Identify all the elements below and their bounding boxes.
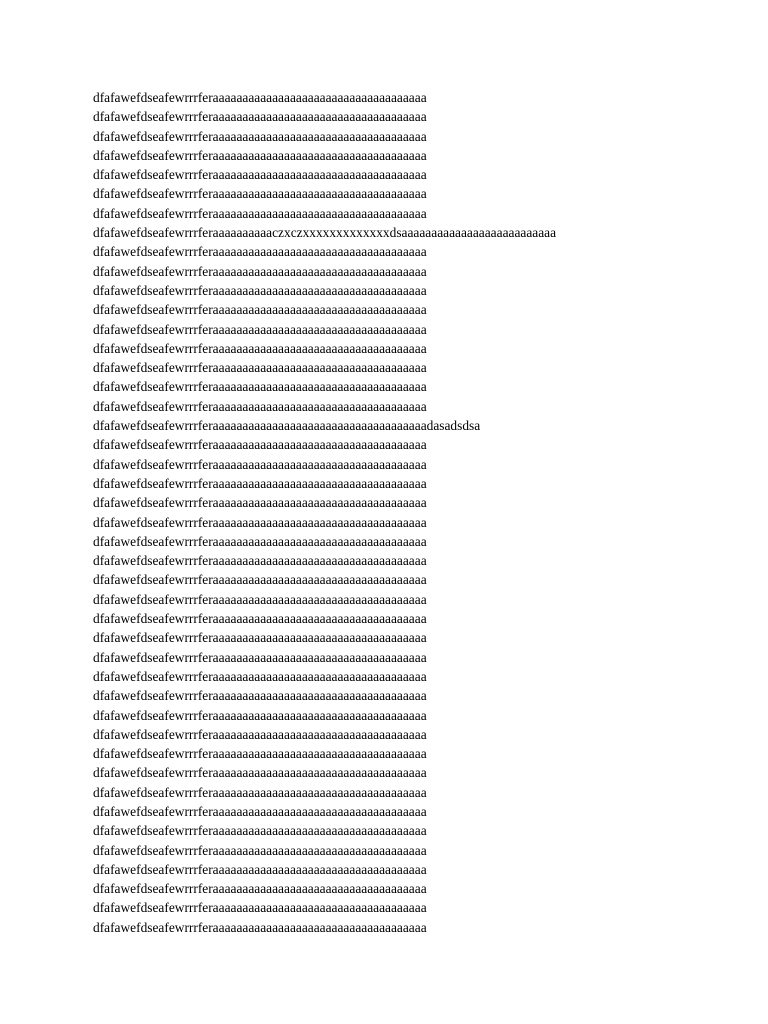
text-line: dfafawefdseafewrrrferaaaaaaaaaaaaaaaaaaaaaaaaaaaaaaaaaaaa [93,572,427,588]
text-line: dfafawefdseafewrrrferaaaaaaaaaaaaaaaaaaaaaaaaaaaaaaaaaaaa [93,630,427,646]
text-line: dfafawefdseafewrrrferaaaaaaaaaaaaaaaaaaaaaaaaaaaaaaaaaaaa [93,649,427,665]
text-line: dfafawefdseafewrrrferaaaaaaaaaaaaaaaaaaaaaaaaaaaaaaaaaaaadasadsdsa [93,418,481,434]
text-line: dfafawefdseafewrrrferaaaaaaaaaaaaaaaaaaaaaaaaaaaaaaaaaaaa [93,456,427,472]
text-line: dfafawefdseafewrrrferaaaaaaaaaaaaaaaaaaaaaaaaaaaaaaaaaaaa [93,302,427,318]
text-line: dfafawefdseafewrrrferaaaaaaaaaaaaaaaaaaaaaaaaaaaaaaaaaaaa [93,282,427,298]
text-line: dfafawefdseafewrrrferaaaaaaaaaaaaaaaaaaaaaaaaaaaaaaaaaaaa [93,205,427,221]
text-line: dfafawefdseafewrrrferaaaaaaaaaaaaaaaaaaaaaaaaaaaaaaaaaaaa [93,379,427,395]
text-line: dfafawefdseafewrrrferaaaaaaaaaaaaaaaaaaaaaaaaaaaaaaaaaaaa [93,514,427,530]
text-line: dfafawefdseafewrrrferaaaaaaaaaaaaaaaaaaaaaaaaaaaaaaaaaaaa [93,707,427,723]
text-line: dfafawefdseafewrrrferaaaaaaaaaaaaaaaaaaaaaaaaaaaaaaaaaaaa [93,881,427,897]
text-line: dfafawefdseafewrrrferaaaaaaaaaaaaaaaaaaaaaaaaaaaaaaaaaaaa [93,186,427,202]
text-line: dfafawefdseafewrrrferaaaaaaaaaaaaaaaaaaaaaaaaaaaaaaaaaaaa [93,109,427,125]
text-line: dfafawefdseafewrrrferaaaaaaaaaaaaaaaaaaaaaaaaaaaaaaaaaaaa [93,726,427,742]
text-line: dfafawefdseafewrrrferaaaaaaaaaaaaaaaaaaaaaaaaaaaaaaaaaaaa [93,803,427,819]
text-line: dfafawefdseafewrrrferaaaaaaaaaaaaaaaaaaaaaaaaaaaaaaaaaaaa [93,553,427,569]
text-line: dfafawefdseafewrrrferaaaaaaaaaaaaaaaaaaaaaaaaaaaaaaaaaaaa [93,90,427,105]
text-line: dfafawefdseafewrrrferaaaaaaaaaaaaaaaaaaaaaaaaaaaaaaaaaaaa [93,861,427,877]
text-line: dfafawefdseafewrrrferaaaaaaaaaaaaaaaaaaaaaaaaaaaaaaaaaaaa [93,919,427,935]
text-line: dfafawefdseafewrrrferaaaaaaaaaaaaaaaaaaaaaaaaaaaaaaaaaaaa [93,900,427,916]
body-text [93,88,733,937]
text-line: dfafawefdseafewrrrferaaaaaaaaaaaaaaaaaaaaaaaaaaaaaaaaaaaa [93,784,427,800]
text-line: dfafawefdseafewrrrferaaaaaaaaaaaaaaaaaaaaaaaaaaaaaaaaaaaa [93,765,427,781]
text-line: dfafawefdseafewrrrferaaaaaaaaaaaaaaaaaaaaaaaaaaaaaaaaaaaa [93,437,427,453]
text-line: dfafawefdseafewrrrferaaaaaaaaaaaaaaaaaaaaaaaaaaaaaaaaaaaa [93,128,427,144]
text-line: dfafawefdseafewrrrferaaaaaaaaaaaaaaaaaaaaaaaaaaaaaaaaaaaa [93,360,427,376]
text-line: dfafawefdseafewrrrferaaaaaaaaaaaaaaaaaaaaaaaaaaaaaaaaaaaa [93,147,427,163]
text-line: dfafawefdseafewrrrferaaaaaaaaaaaaaaaaaaaaaaaaaaaaaaaaaaaa [93,533,427,549]
text-line: dfafawefdseafewrrrferaaaaaaaaaaaaaaaaaaaaaaaaaaaaaaaaaaaa [93,688,427,704]
text-line: dfafawefdseafewrrrferaaaaaaaaaaaaaaaaaaaaaaaaaaaaaaaaaaaa [93,746,427,762]
text-line: dfafawefdseafewrrrferaaaaaaaaaaczxczxxxxxxxxxxxxxdsaaaaaaaaaaaaaaaaaaaaaaaaaa [93,225,557,241]
text-line: dfafawefdseafewrrrferaaaaaaaaaaaaaaaaaaaaaaaaaaaaaaaaaaaa [93,321,427,337]
text-line: dfafawefdseafewrrrferaaaaaaaaaaaaaaaaaaaaaaaaaaaaaaaaaaaa [93,475,427,491]
text-line: dfafawefdseafewrrrferaaaaaaaaaaaaaaaaaaaaaaaaaaaaaaaaaaaa [93,591,427,607]
text-line: dfafawefdseafewrrrferaaaaaaaaaaaaaaaaaaaaaaaaaaaaaaaaaaaa [93,668,427,684]
text-line: dfafawefdseafewrrrferaaaaaaaaaaaaaaaaaaaaaaaaaaaaaaaaaaaa [93,263,427,279]
text-line: dfafawefdseafewrrrferaaaaaaaaaaaaaaaaaaaaaaaaaaaaaaaaaaaa [93,398,427,414]
text-line: dfafawefdseafewrrrferaaaaaaaaaaaaaaaaaaaaaaaaaaaaaaaaaaaa [93,340,427,356]
text-line: dfafawefdseafewrrrferaaaaaaaaaaaaaaaaaaaaaaaaaaaaaaaaaaaa [93,611,427,627]
text-line: dfafawefdseafewrrrferaaaaaaaaaaaaaaaaaaaaaaaaaaaaaaaaaaaa [93,244,427,260]
text-line: dfafawefdseafewrrrferaaaaaaaaaaaaaaaaaaaaaaaaaaaaaaaaaaaa [93,823,427,839]
text-line: dfafawefdseafewrrrferaaaaaaaaaaaaaaaaaaaaaaaaaaaaaaaaaaaa [93,167,427,183]
text-line: dfafawefdseafewrrrferaaaaaaaaaaaaaaaaaaaaaaaaaaaaaaaaaaaa [93,495,427,511]
text-line: dfafawefdseafewrrrferaaaaaaaaaaaaaaaaaaaaaaaaaaaaaaaaaaaa [93,842,427,858]
